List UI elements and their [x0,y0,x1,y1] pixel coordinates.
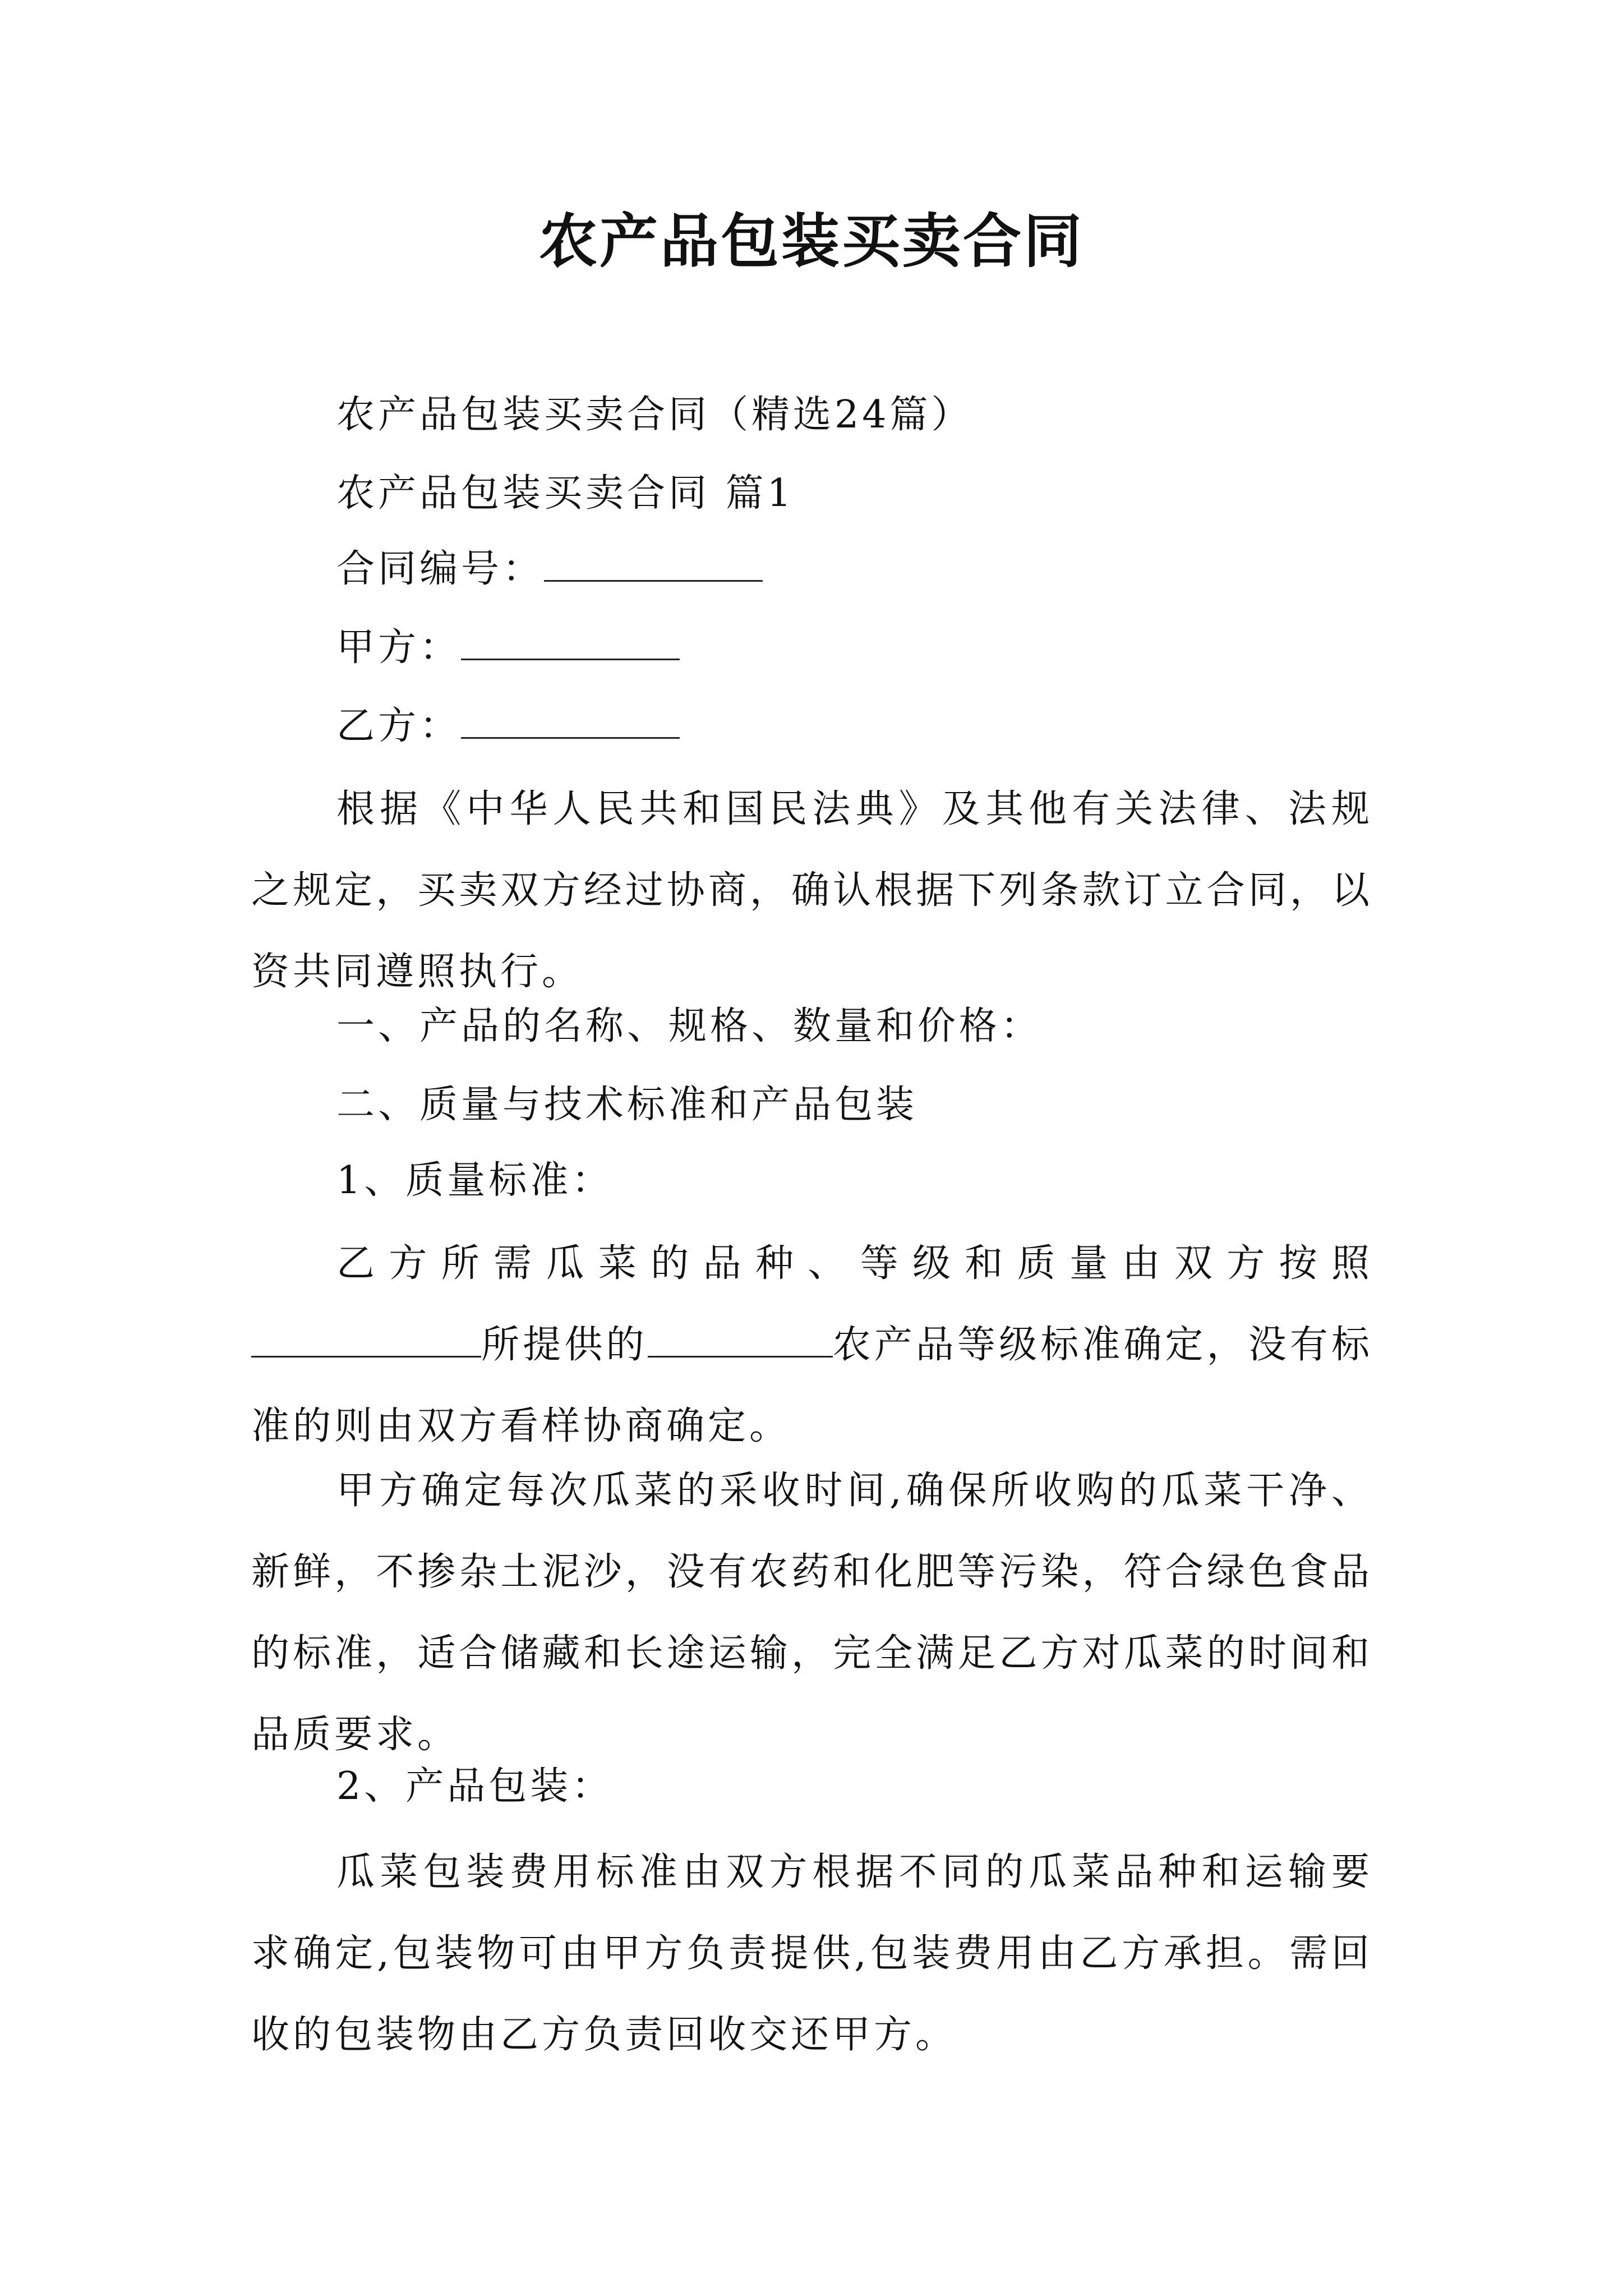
quality-blank-2 [648,1321,833,1358]
quality-text-2: 所提供的 [481,1323,648,1367]
freshness-text: 甲方确定每次瓜菜的采收时间,确保所收购的瓜菜干净、新鲜，不掺杂土泥沙，没有农药和化肥等污染，符合绿色食品的标准，适合储藏和长途运输，完全满足乙方对瓜菜的时间和品质要求。 [251,1469,1373,1757]
section-heading: 农产品包装买卖合同 篇1 [336,471,795,516]
contract-number-line [336,541,763,597]
freshness-paragraph [251,1450,1373,1775]
item-two: 二、质量与技术标准和产品包装 [336,1083,918,1127]
party-a-label: 甲方： [336,625,462,670]
quality-paragraph [251,1223,1373,1467]
contract-number-label: 合同编号： [336,547,545,591]
party-b-blank [461,702,680,739]
document-title: 农产品包装买卖合同 [538,206,1084,275]
quality-text-1: 乙方所需瓜菜的品种、等级和质量由双方按照 [336,1241,1373,1286]
intro-paragraph [251,769,1373,1013]
party-b-label: 乙方： [336,704,462,748]
packaging-paragraph [251,1832,1373,2076]
item-one: 一、产品的名称、规格、数量和价格： [336,1004,1043,1048]
quality-text-3: 农产品等级标准确定，没有标准的则由双方看样协商确定。 [251,1323,1373,1448]
packaging-text: 瓜菜包装费用标准由双方根据不同的瓜菜品种和运输要求确定,包装物可由甲方负责提供,包装费用由乙方承担。需回收的包装物由乙方负责回收交还甲方。 [251,1850,1373,2057]
contract-number-blank [544,545,763,582]
party-a-blank [461,624,680,660]
intro-text: 根据《中华人民共和国民法典》及其他有关法律、法规之规定，买卖双方经过协商，确认根据下列条款订立合同，以资共同遵照执行。 [251,787,1373,994]
party-a-line [336,620,680,676]
sub-item-quality: 1、质量标准： [336,1158,614,1203]
subtitle: 农产品包装买卖合同（精选24篇） [336,393,973,437]
quality-blank-1 [251,1321,481,1358]
sub-item-packaging: 2、产品包装： [336,1764,614,1809]
party-b-line [336,698,680,754]
